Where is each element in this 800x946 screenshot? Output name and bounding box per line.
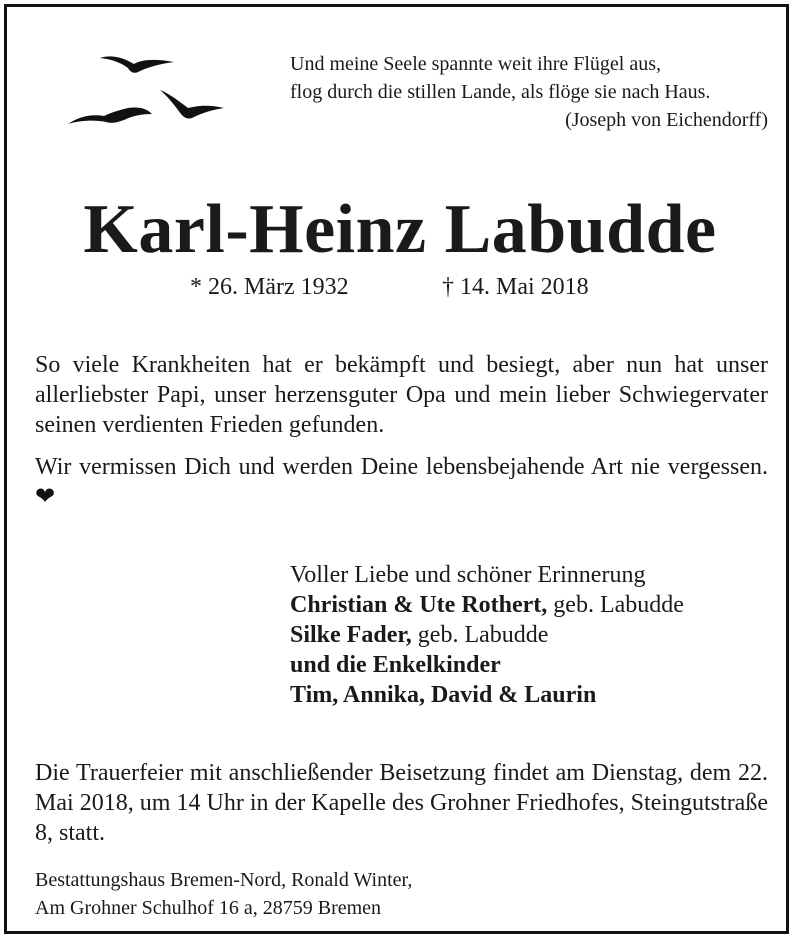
mourners-block bbox=[290, 560, 770, 710]
quote-block bbox=[290, 50, 768, 134]
quote-line-1: Und meine Seele spannte weit ihre Flügel aus, bbox=[290, 53, 662, 75]
grandchildren-label: und die Enkelkinder bbox=[290, 652, 501, 678]
mourner-line-4 bbox=[290, 680, 770, 710]
paragraph-tribute: So viele Krankheiten hat er bekämpft und besiegt, aber nun hat unser allerliebster Papi, unser herzensguter Opa und mein lieber Schwiegervater seinen verdienten Frieden gefunden. bbox=[35, 352, 768, 438]
mourner-line-2 bbox=[290, 620, 770, 650]
mourner-line-3 bbox=[290, 650, 770, 680]
deceased-name: Karl-Heinz Labudde bbox=[83, 191, 717, 268]
mourner-line-1 bbox=[290, 590, 770, 620]
paragraph-farewell bbox=[35, 452, 768, 512]
undertaker-line-1: Bestattungshaus Bremen-Nord, Ronald Winter, bbox=[35, 869, 413, 891]
birds-icon bbox=[62, 50, 252, 130]
mourner-suffix-1: geb. Labudde bbox=[547, 592, 684, 618]
quote-attribution: (Joseph von Eichendorff) bbox=[565, 109, 768, 131]
heart-icon: ❤ bbox=[35, 484, 56, 510]
mourner-suffix-2: geb. Labudde bbox=[411, 622, 549, 648]
death-date: † 14. Mai 2018 bbox=[442, 274, 589, 300]
mourner-name-1: Christian & Ute Rothert, bbox=[290, 592, 548, 618]
farewell-text: Wir vermissen Dich und werden Deine lebensbejahende Art nie vergessen. bbox=[35, 454, 768, 480]
mourners-intro: Voller Liebe und schöner Erinnerung bbox=[290, 562, 646, 588]
grandchildren-names: Tim, Annika, David & Laurin bbox=[290, 682, 597, 708]
funeral-info: Die Trauerfeier mit anschließender Beisetzung findet am Dienstag, dem 22. Mai 2018, um 14 Uhr in der Kapelle des Grohner Friedhofes, Steingutstraße 8, statt. bbox=[35, 760, 768, 846]
undertaker-info bbox=[35, 866, 412, 922]
quote-line-2: flog durch die stillen Lande, als flöge sie nach Haus. bbox=[290, 81, 711, 103]
mourner-name-2: Silke Fader, bbox=[290, 622, 412, 648]
undertaker-line-2: Am Grohner Schulhof 16 a, 28759 Bremen bbox=[35, 897, 382, 919]
birth-date: * 26. März 1932 bbox=[190, 274, 349, 300]
